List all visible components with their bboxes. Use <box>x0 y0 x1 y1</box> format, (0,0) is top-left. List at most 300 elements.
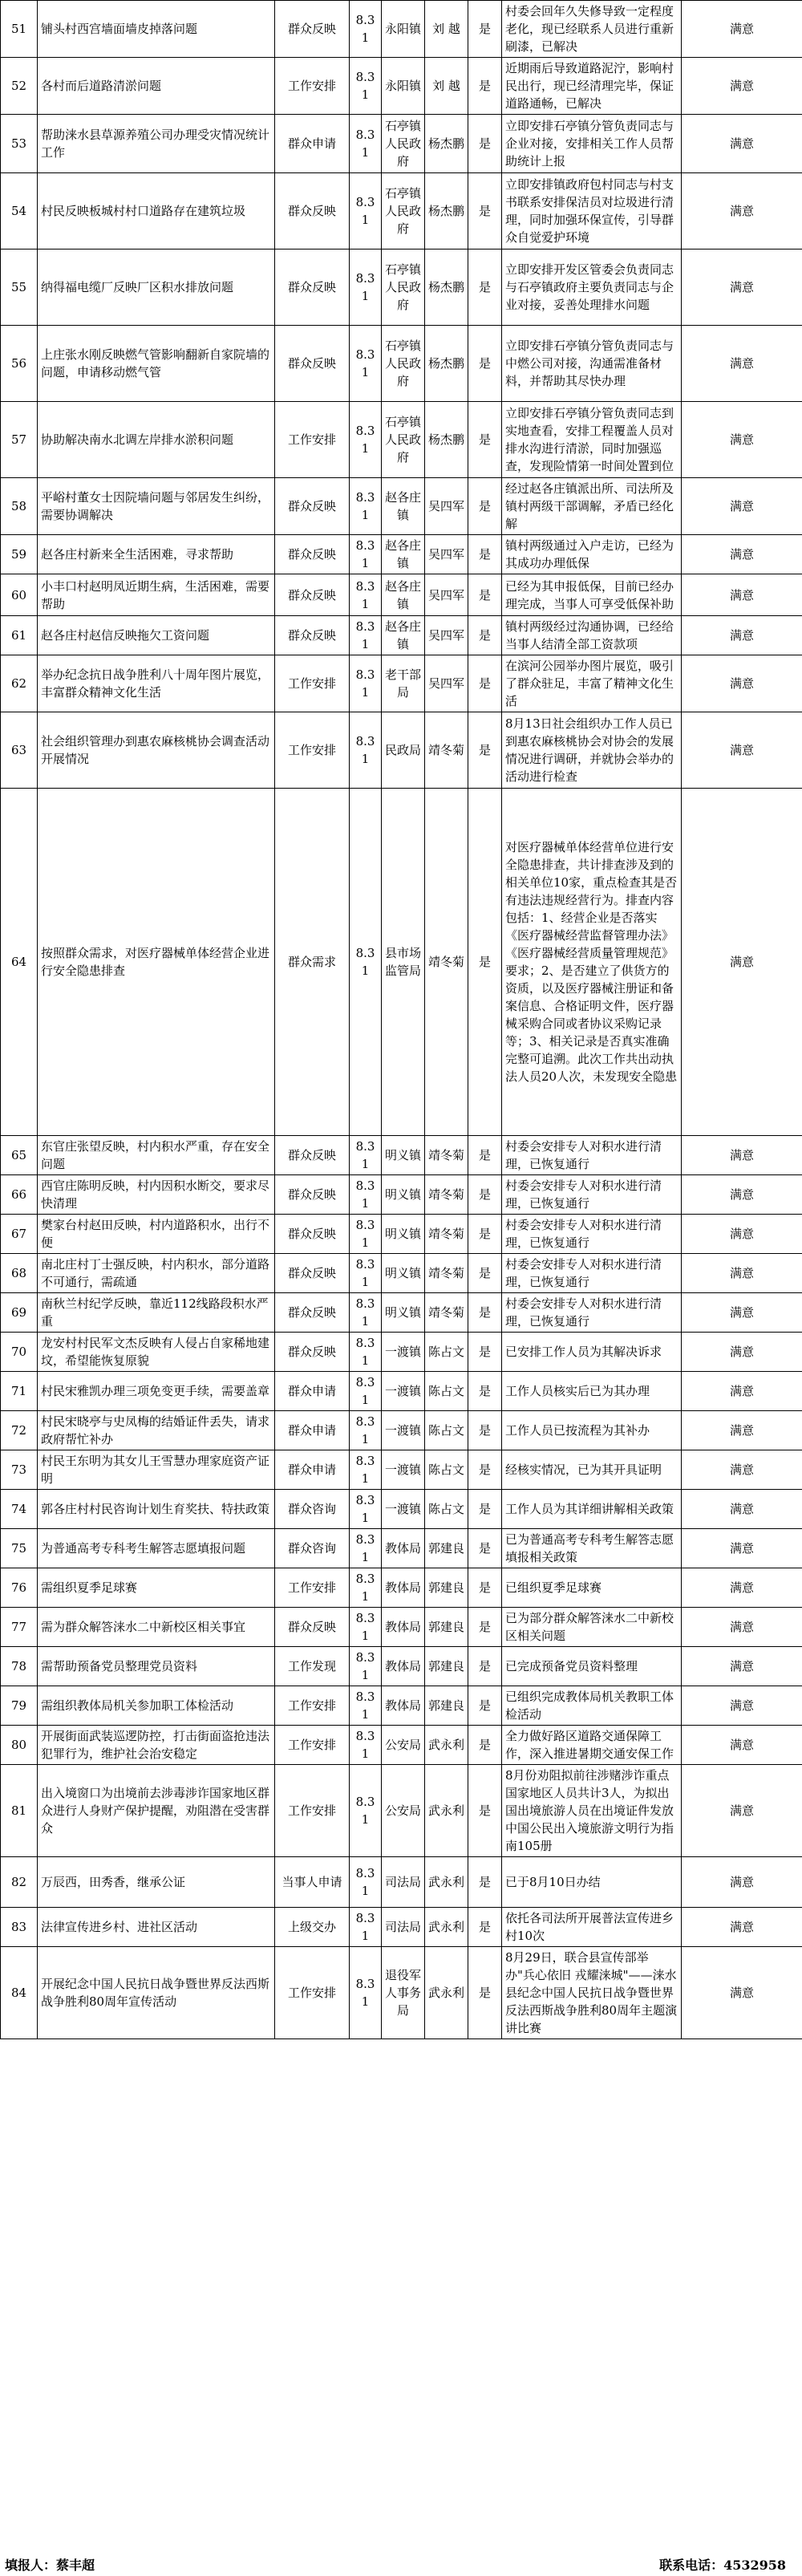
row-unit: 退役军人事务局 <box>382 1947 425 2039</box>
row-unit: 明义镇 <box>382 1293 425 1333</box>
row-title: 小丰口村赵明凤近期生病，生活困难，需要帮助 <box>38 574 275 616</box>
row-title: 上庄张水刚反映燃气管影响翻新自家院墙的问题，申请移动燃气管 <box>38 326 275 402</box>
row-person: 陈占文 <box>425 1490 468 1529</box>
row-number: 84 <box>1 1947 38 2039</box>
row-done: 是 <box>468 58 502 115</box>
table-row <box>1 478 802 535</box>
row-satisfaction: 满意 <box>682 1947 802 2039</box>
row-person: 郭建良 <box>425 1608 468 1647</box>
row-date: 8.31 <box>350 712 382 789</box>
row-done: 是 <box>468 1568 502 1608</box>
row-type: 群众反映 <box>275 574 350 616</box>
row-unit: 一渡镇 <box>382 1372 425 1411</box>
row-title: 帮助涞水县草源养殖公司办理受灾情况统计工作 <box>38 115 275 173</box>
row-type: 群众反映 <box>275 1608 350 1647</box>
row-person: 郭建良 <box>425 1686 468 1726</box>
row-number: 53 <box>1 115 38 173</box>
row-type: 群众反映 <box>275 1333 350 1372</box>
row-date: 8.31 <box>350 1254 382 1293</box>
table-row <box>1 1608 802 1647</box>
row-date: 8.31 <box>350 1529 382 1568</box>
row-date: 8.31 <box>350 616 382 655</box>
row-title: 村民王东明为其女儿王雪慧办理家庭资产证明 <box>38 1450 275 1490</box>
table-row <box>1 535 802 574</box>
row-date: 8.31 <box>350 1647 382 1686</box>
row-unit: 永阳镇 <box>382 58 425 115</box>
row-result: 已经为其申报低保，目前已经办理完成，当事人可享受低保补助 <box>502 574 682 616</box>
row-result: 立即安排石亭镇分管负责同志与企业对接，安排相关工作人员帮助统计上报 <box>502 115 682 173</box>
row-type: 群众咨询 <box>275 1490 350 1529</box>
row-person: 陈占文 <box>425 1450 468 1490</box>
row-type: 工作安排 <box>275 1568 350 1608</box>
table-row <box>1 1490 802 1529</box>
row-title: 铺头村西宫墙面墙皮掉落问题 <box>38 1 275 58</box>
row-person: 吴四军 <box>425 616 468 655</box>
row-number: 63 <box>1 712 38 789</box>
row-title: 南北庄村丁士强反映，村内积水，部分道路不可通行，需疏通 <box>38 1254 275 1293</box>
row-done: 是 <box>468 1293 502 1333</box>
row-date: 8.31 <box>350 1293 382 1333</box>
row-done: 是 <box>468 1947 502 2039</box>
row-title: 纳得福电缆厂反映厂区积水排放问题 <box>38 249 275 326</box>
table-row <box>1 1726 802 1765</box>
row-done: 是 <box>468 655 502 712</box>
row-result: 全力做好路区道路交通保障工作，深入推进暑期交通安保工作 <box>502 1726 682 1765</box>
row-satisfaction: 满意 <box>682 1411 802 1450</box>
row-number: 69 <box>1 1293 38 1333</box>
row-number: 57 <box>1 402 38 478</box>
table-row <box>1 616 802 655</box>
row-satisfaction: 满意 <box>682 616 802 655</box>
row-result: 对医疗器械单体经营单位进行安全隐患排查，共计排查涉及到的相关单位10家，重点检查其是否有违法违规经营行为。排查内容包括：1、经营企业是否落实《医疗器械经营监督管理办法》《医疗器械经营质量管理规范》要求；2、是否建立了供货方的资质，以及医疗器械注册证和备案信息、合格证明文件，医疗器械采购合同或者协议采购记录等；3、相关记录是否真实准确完整可追溯。此次工作共出动执法人员20人次，未发现安全隐患 <box>502 789 682 1136</box>
table-row <box>1 1215 802 1254</box>
row-date: 8.31 <box>350 1175 382 1215</box>
row-satisfaction: 满意 <box>682 1765 802 1857</box>
row-number: 68 <box>1 1254 38 1293</box>
row-type: 当事人申请 <box>275 1857 350 1908</box>
row-title: 按照群众需求，对医疗器械单体经营企业进行安全隐患排查 <box>38 789 275 1136</box>
row-result: 村委会安排专人对积水进行清理，已恢复通行 <box>502 1293 682 1333</box>
table-row <box>1 1686 802 1726</box>
row-unit: 石亭镇人民政府 <box>382 402 425 478</box>
row-satisfaction: 满意 <box>682 1490 802 1529</box>
row-unit: 教体局 <box>382 1647 425 1686</box>
table-row <box>1 1254 802 1293</box>
row-date: 8.31 <box>350 58 382 115</box>
row-done: 是 <box>468 789 502 1136</box>
row-person: 吴四军 <box>425 478 468 535</box>
row-title: 法律宣传进乡村、进社区活动 <box>38 1908 275 1947</box>
row-result: 近期雨后导致道路泥泞，影响村民出行，现已经清理完毕，保证道路通畅，已解决 <box>502 58 682 115</box>
row-date: 8.31 <box>350 1490 382 1529</box>
row-result: 立即安排石亭镇分管负责同志与中燃公司对接，沟通需准备材料，并帮助其尽快办理 <box>502 326 682 402</box>
row-title: 开展街面武装巡逻防控，打击街面盗抢违法犯罪行为，维护社会治安稳定 <box>38 1726 275 1765</box>
table-row <box>1 1857 802 1908</box>
row-unit: 明义镇 <box>382 1254 425 1293</box>
row-date: 8.31 <box>350 1765 382 1857</box>
row-satisfaction: 满意 <box>682 1136 802 1175</box>
row-done: 是 <box>468 1490 502 1529</box>
row-result: 已组织完成教体局机关教职工体检活动 <box>502 1686 682 1726</box>
row-number: 76 <box>1 1568 38 1608</box>
row-unit: 司法局 <box>382 1857 425 1908</box>
row-number: 71 <box>1 1372 38 1411</box>
row-result: 村委会回年久失修导致一定程度老化，现已经联系人员进行重新刷漆，已解决 <box>502 1 682 58</box>
row-date: 8.31 <box>350 1215 382 1254</box>
table-row <box>1 1647 802 1686</box>
row-title: 需组织教体局机关参加职工体检活动 <box>38 1686 275 1726</box>
row-title: 赵各庄村新来全生活困难，寻求帮助 <box>38 535 275 574</box>
row-type: 工作安排 <box>275 1765 350 1857</box>
row-unit: 公安局 <box>382 1726 425 1765</box>
row-result: 立即安排开发区管委会负责同志与石亭镇政府主要负责同志与企业对接，妥善处理排水问题 <box>502 249 682 326</box>
row-date: 8.31 <box>350 1568 382 1608</box>
row-number: 54 <box>1 173 38 249</box>
row-person: 靖冬菊 <box>425 1175 468 1215</box>
row-person: 杨杰鹏 <box>425 326 468 402</box>
row-date: 8.31 <box>350 1608 382 1647</box>
row-type: 群众反映 <box>275 1293 350 1333</box>
row-person: 靖冬菊 <box>425 1293 468 1333</box>
row-person: 靖冬菊 <box>425 1215 468 1254</box>
row-unit: 一渡镇 <box>382 1411 425 1450</box>
row-number: 74 <box>1 1490 38 1529</box>
row-result: 已为普通高考专科考生解答志愿填报相关政策 <box>502 1529 682 1568</box>
row-done: 是 <box>468 249 502 326</box>
row-person: 靖冬菊 <box>425 1254 468 1293</box>
row-person: 郭建良 <box>425 1647 468 1686</box>
row-unit: 教体局 <box>382 1608 425 1647</box>
table-row <box>1 249 802 326</box>
row-person: 刘 越 <box>425 1 468 58</box>
row-date: 8.31 <box>350 1372 382 1411</box>
row-unit: 司法局 <box>382 1908 425 1947</box>
row-result: 工作人员已按流程为其补办 <box>502 1411 682 1450</box>
row-result: 在滨河公园举办图片展览，吸引了群众驻足，丰富了精神文化生活 <box>502 655 682 712</box>
row-done: 是 <box>468 478 502 535</box>
row-number: 81 <box>1 1765 38 1857</box>
footer <box>0 2554 802 2573</box>
row-date: 8.31 <box>350 1333 382 1372</box>
row-done: 是 <box>468 1254 502 1293</box>
row-satisfaction: 满意 <box>682 249 802 326</box>
table-row <box>1 1908 802 1947</box>
row-unit: 明义镇 <box>382 1175 425 1215</box>
row-number: 83 <box>1 1908 38 1947</box>
row-person: 陈占文 <box>425 1333 468 1372</box>
row-number: 58 <box>1 478 38 535</box>
row-done: 是 <box>468 1529 502 1568</box>
row-number: 66 <box>1 1175 38 1215</box>
row-satisfaction: 满意 <box>682 789 802 1136</box>
row-done: 是 <box>468 1136 502 1175</box>
row-satisfaction: 满意 <box>682 1647 802 1686</box>
row-type: 上级交办 <box>275 1908 350 1947</box>
row-date: 8.31 <box>350 402 382 478</box>
table-row <box>1 1947 802 2039</box>
table-row <box>1 1529 802 1568</box>
row-number: 80 <box>1 1726 38 1765</box>
filler-label: 填报人：蔡丰超 <box>5 2558 95 2573</box>
row-date: 8.31 <box>350 655 382 712</box>
row-unit: 明义镇 <box>382 1215 425 1254</box>
row-date: 8.31 <box>350 326 382 402</box>
row-result: 已安排工作人员为其解决诉求 <box>502 1333 682 1372</box>
row-date: 8.31 <box>350 1450 382 1490</box>
row-satisfaction: 满意 <box>682 1857 802 1908</box>
row-date: 8.31 <box>350 535 382 574</box>
row-unit: 石亭镇人民政府 <box>382 115 425 173</box>
row-title: 平峪村董女士因院墙问题与邻居发生纠纷，需要协调解决 <box>38 478 275 535</box>
row-type: 工作安排 <box>275 1947 350 2039</box>
row-result: 已组织夏季足球赛 <box>502 1568 682 1608</box>
row-title: 为普通高考专科考生解答志愿填报问题 <box>38 1529 275 1568</box>
row-type: 群众反映 <box>275 535 350 574</box>
row-type: 群众反映 <box>275 1254 350 1293</box>
row-person: 吴四军 <box>425 535 468 574</box>
row-done: 是 <box>468 1726 502 1765</box>
row-result: 依托各司法所开展普法宣传进乡村10次 <box>502 1908 682 1947</box>
row-satisfaction: 满意 <box>682 1450 802 1490</box>
row-done: 是 <box>468 1215 502 1254</box>
row-number: 60 <box>1 574 38 616</box>
row-type: 群众反映 <box>275 616 350 655</box>
row-person: 武永利 <box>425 1947 468 2039</box>
row-type: 群众申请 <box>275 1372 350 1411</box>
table-row <box>1 1568 802 1608</box>
row-result: 立即安排石亭镇分管负责同志到实地查看，安排工程覆盖人员对排水沟进行清淤，同时加强巡查，发现险情第一时间处置到位 <box>502 402 682 478</box>
row-type: 群众反映 <box>275 1136 350 1175</box>
row-title: 协助解决南水北调左岸排水淤积问题 <box>38 402 275 478</box>
row-person: 武永利 <box>425 1857 468 1908</box>
row-number: 82 <box>1 1857 38 1908</box>
row-done: 是 <box>468 1175 502 1215</box>
row-title: 西官庄陈明反映，村内因积水断交，要求尽快清理 <box>38 1175 275 1215</box>
table-row <box>1 1136 802 1175</box>
table-row <box>1 1372 802 1411</box>
row-date: 8.31 <box>350 1726 382 1765</box>
row-done: 是 <box>468 173 502 249</box>
row-date: 8.31 <box>350 574 382 616</box>
row-unit: 教体局 <box>382 1529 425 1568</box>
row-unit: 石亭镇人民政府 <box>382 326 425 402</box>
row-type: 群众反映 <box>275 478 350 535</box>
row-result: 8月份劝阻拟前往涉赌涉诈重点国家地区人员共计3人，为拟出国出境旅游人员在出境证件发放中国公民出入境旅游文明行为指南105册 <box>502 1765 682 1857</box>
row-result: 工作人员核实后已为其办理 <box>502 1372 682 1411</box>
table-row <box>1 574 802 616</box>
row-done: 是 <box>468 535 502 574</box>
row-title: 村民反映板城村村口道路存在建筑垃圾 <box>38 173 275 249</box>
row-unit: 老干部局 <box>382 655 425 712</box>
row-satisfaction: 满意 <box>682 1529 802 1568</box>
row-type: 群众申请 <box>275 115 350 173</box>
row-title: 村民宋雅凯办理三项免变更手续，需要盖章 <box>38 1372 275 1411</box>
row-result: 8月13日社会组织办工作人员已到惠农麻核桃协会对协会的发展情况进行调研，并就协会举办的活动进行检查 <box>502 712 682 789</box>
row-done: 是 <box>468 574 502 616</box>
row-type: 群众咨询 <box>275 1529 350 1568</box>
row-person: 陈占文 <box>425 1411 468 1450</box>
row-unit: 石亭镇人民政府 <box>382 249 425 326</box>
row-date: 8.31 <box>350 1136 382 1175</box>
row-done: 是 <box>468 1372 502 1411</box>
row-number: 51 <box>1 1 38 58</box>
table-row <box>1 655 802 712</box>
row-result: 村委会安排专人对积水进行清理，已恢复通行 <box>502 1254 682 1293</box>
table-row <box>1 1333 802 1372</box>
row-done: 是 <box>468 115 502 173</box>
row-satisfaction: 满意 <box>682 402 802 478</box>
row-type: 工作安排 <box>275 712 350 789</box>
row-person: 杨杰鹏 <box>425 115 468 173</box>
row-type: 群众反映 <box>275 249 350 326</box>
row-number: 67 <box>1 1215 38 1254</box>
row-number: 56 <box>1 326 38 402</box>
row-type: 工作安排 <box>275 1726 350 1765</box>
row-satisfaction: 满意 <box>682 535 802 574</box>
row-satisfaction: 满意 <box>682 1293 802 1333</box>
table-row <box>1 115 802 173</box>
row-done: 是 <box>468 1647 502 1686</box>
row-person: 靖冬菊 <box>425 712 468 789</box>
row-done: 是 <box>468 1450 502 1490</box>
row-satisfaction: 满意 <box>682 115 802 173</box>
row-type: 工作安排 <box>275 1686 350 1726</box>
row-satisfaction: 满意 <box>682 478 802 535</box>
row-person: 吴四军 <box>425 574 468 616</box>
row-result: 工作人员为其详细讲解相关政策 <box>502 1490 682 1529</box>
row-person: 靖冬菊 <box>425 1136 468 1175</box>
row-result: 镇村两级通过入户走访，已经为其成功办理低保 <box>502 535 682 574</box>
row-unit: 教体局 <box>382 1568 425 1608</box>
row-number: 59 <box>1 535 38 574</box>
row-result: 已为部分群众解答涞水二中新校区相关问题 <box>502 1608 682 1647</box>
row-title: 各村而后道路清淤问题 <box>38 58 275 115</box>
row-person: 武永利 <box>425 1726 468 1765</box>
row-unit: 公安局 <box>382 1765 425 1857</box>
row-date: 8.31 <box>350 1411 382 1450</box>
row-result: 村委会安排专人对积水进行清理，已恢复通行 <box>502 1136 682 1175</box>
row-title: 郭各庄村村民咨询计划生育奖扶、特扶政策 <box>38 1490 275 1529</box>
row-date: 8.31 <box>350 1686 382 1726</box>
table-row <box>1 712 802 789</box>
row-satisfaction: 满意 <box>682 1908 802 1947</box>
row-number: 78 <box>1 1647 38 1686</box>
row-person: 郭建良 <box>425 1568 468 1608</box>
row-title: 万辰西，田秀香，继承公证 <box>38 1857 275 1908</box>
row-unit: 赵各庄镇 <box>382 478 425 535</box>
row-person: 靖冬菊 <box>425 789 468 1136</box>
row-title: 开展纪念中国人民抗日战争暨世界反法西斯战争胜利80周年宣传活动 <box>38 1947 275 2039</box>
row-person: 武永利 <box>425 1765 468 1857</box>
table-row <box>1 1175 802 1215</box>
row-title: 赵各庄村赵信反映拖欠工资问题 <box>38 616 275 655</box>
row-type: 工作发现 <box>275 1647 350 1686</box>
row-person: 杨杰鹏 <box>425 402 468 478</box>
row-type: 工作安排 <box>275 655 350 712</box>
row-number: 70 <box>1 1333 38 1372</box>
row-satisfaction: 满意 <box>682 1568 802 1608</box>
row-person: 武永利 <box>425 1908 468 1947</box>
row-title: 需为群众解答涞水二中新校区相关事宜 <box>38 1608 275 1647</box>
row-title: 龙安村村民军文杰反映有人侵占自家稀地建坟，希望能恢复原貌 <box>38 1333 275 1372</box>
table-row <box>1 1293 802 1333</box>
row-unit: 一渡镇 <box>382 1490 425 1529</box>
row-date: 8.31 <box>350 1908 382 1947</box>
row-done: 是 <box>468 1608 502 1647</box>
row-type: 工作安排 <box>275 58 350 115</box>
row-type: 工作安排 <box>275 402 350 478</box>
row-title: 村民宋晓亭与史凤梅的结婚证件丢失，请求政府帮忙补办 <box>38 1411 275 1450</box>
table-row <box>1 1411 802 1450</box>
row-done: 是 <box>468 1 502 58</box>
row-type: 群众反映 <box>275 1215 350 1254</box>
row-satisfaction: 满意 <box>682 326 802 402</box>
row-result: 已完成预备党员资料整理 <box>502 1647 682 1686</box>
table-row <box>1 402 802 478</box>
row-unit: 一渡镇 <box>382 1450 425 1490</box>
row-number: 65 <box>1 1136 38 1175</box>
row-person: 杨杰鹏 <box>425 249 468 326</box>
row-number: 73 <box>1 1450 38 1490</box>
row-number: 55 <box>1 249 38 326</box>
row-title: 樊家台村赵田反映，村内道路积水，出行不便 <box>38 1215 275 1254</box>
row-unit: 赵各庄镇 <box>382 574 425 616</box>
row-satisfaction: 满意 <box>682 1254 802 1293</box>
row-satisfaction: 满意 <box>682 1 802 58</box>
row-done: 是 <box>468 1686 502 1726</box>
row-person: 刘 越 <box>425 58 468 115</box>
row-number: 72 <box>1 1411 38 1450</box>
row-person: 杨杰鹏 <box>425 173 468 249</box>
row-title: 社会组织管理办到惠农麻核桃协会调查活动开展情况 <box>38 712 275 789</box>
row-title: 需帮助预备党员整理党员资料 <box>38 1647 275 1686</box>
row-type: 群众申请 <box>275 1450 350 1490</box>
row-done: 是 <box>468 1908 502 1947</box>
row-done: 是 <box>468 712 502 789</box>
row-unit: 石亭镇人民政府 <box>382 173 425 249</box>
row-type: 群众申请 <box>275 1411 350 1450</box>
row-title: 南秋兰村纪学反映，靠近112线路段积水严重 <box>38 1293 275 1333</box>
row-unit: 民政局 <box>382 712 425 789</box>
row-done: 是 <box>468 616 502 655</box>
row-person: 吴四军 <box>425 655 468 712</box>
row-type: 群众反映 <box>275 326 350 402</box>
row-result: 8月29日，联合县宣传部举办"兵心依旧 戎耀涞城"——涞水县纪念中国人民抗日战争暨世界反法西斯战争胜利80周年主题演讲比赛 <box>502 1947 682 2039</box>
row-satisfaction: 满意 <box>682 574 802 616</box>
row-date: 8.31 <box>350 1 382 58</box>
table-row <box>1 789 802 1136</box>
table-row <box>1 1765 802 1857</box>
row-title: 举办纪念抗日战争胜利八十周年图片展览，丰富群众精神文化生活 <box>38 655 275 712</box>
row-satisfaction: 满意 <box>682 1726 802 1765</box>
row-number: 52 <box>1 58 38 115</box>
row-date: 8.31 <box>350 115 382 173</box>
row-unit: 赵各庄镇 <box>382 616 425 655</box>
row-number: 64 <box>1 789 38 1136</box>
row-type: 群众反映 <box>275 173 350 249</box>
row-result: 立即安排镇政府包村同志与村支书联系安排保洁员对垃圾进行清理，同时加强环保宣传，引导群众自觉爱护环境 <box>502 173 682 249</box>
row-unit: 县市场监管局 <box>382 789 425 1136</box>
row-satisfaction: 满意 <box>682 58 802 115</box>
row-date: 8.31 <box>350 789 382 1136</box>
row-satisfaction: 满意 <box>682 1686 802 1726</box>
row-unit: 教体局 <box>382 1686 425 1726</box>
row-date: 8.31 <box>350 1857 382 1908</box>
row-unit: 赵各庄镇 <box>382 535 425 574</box>
table-row <box>1 1 802 58</box>
table-row <box>1 1450 802 1490</box>
row-satisfaction: 满意 <box>682 1372 802 1411</box>
